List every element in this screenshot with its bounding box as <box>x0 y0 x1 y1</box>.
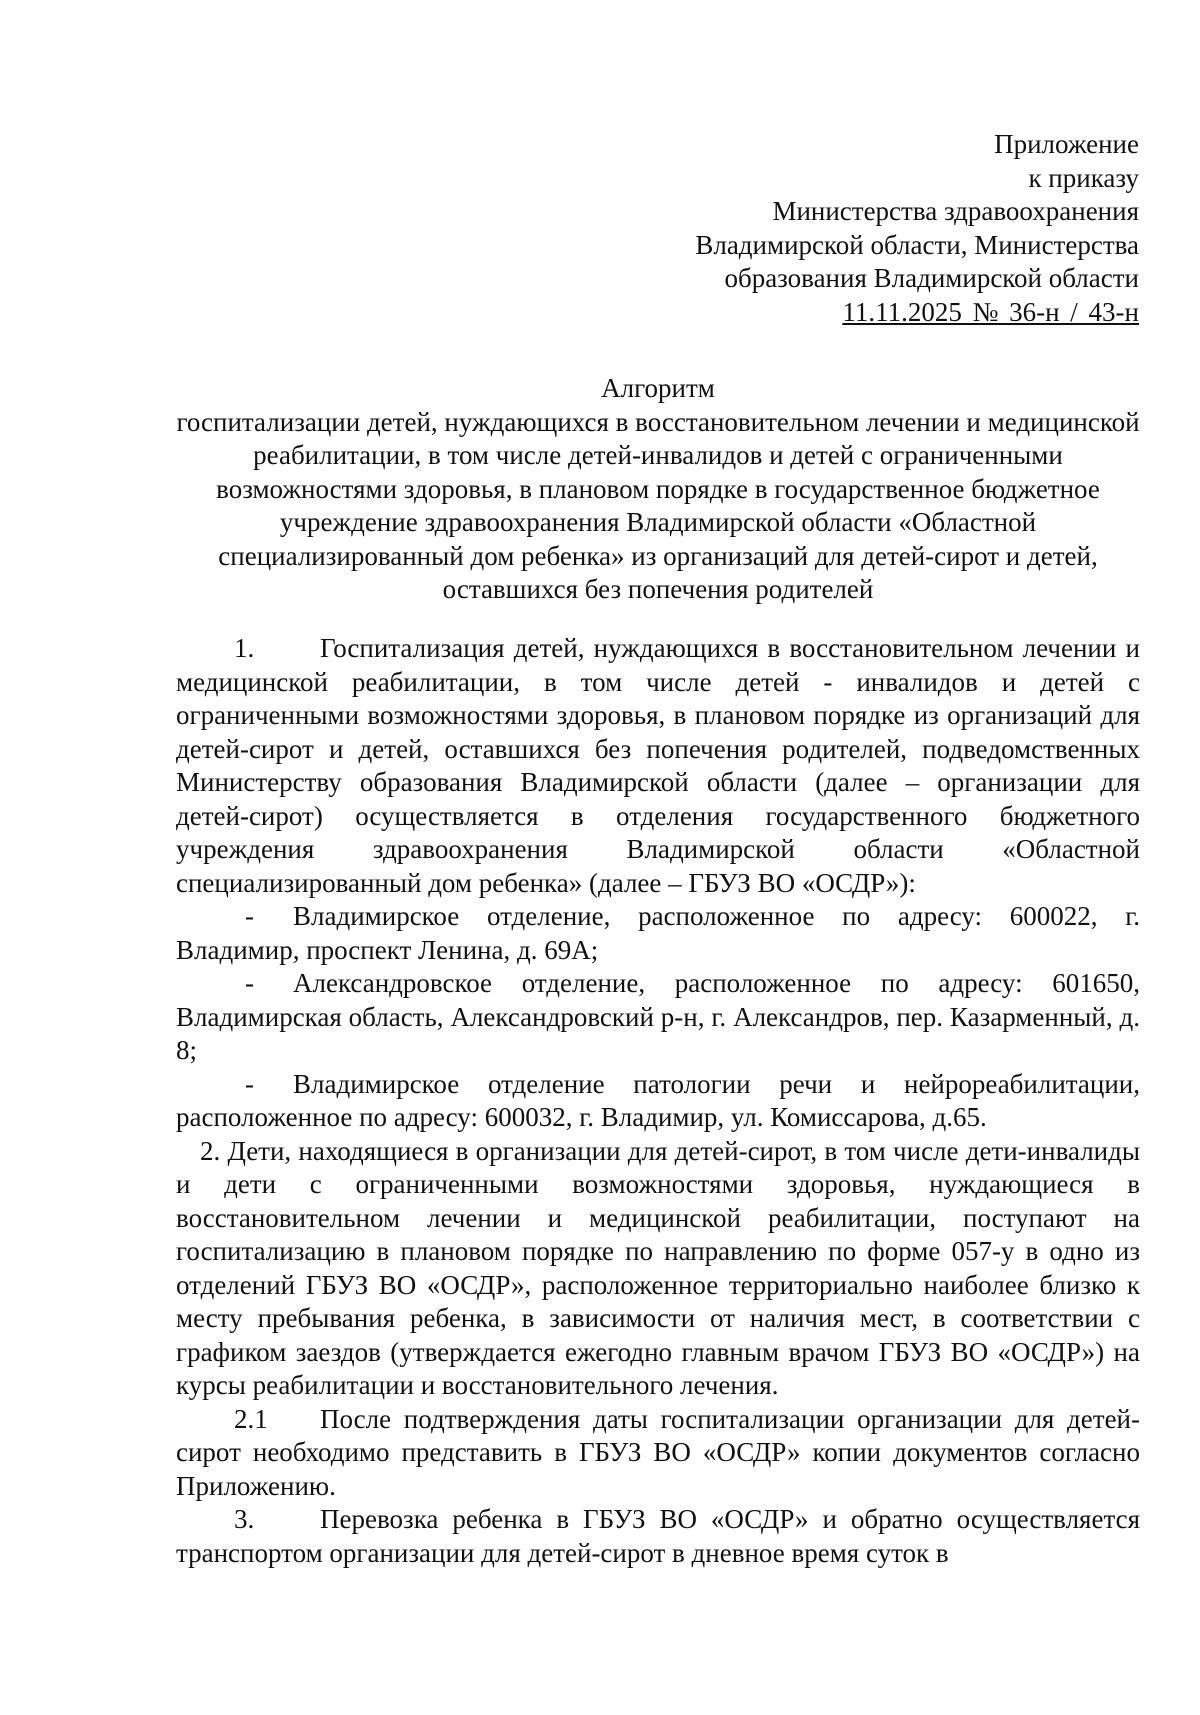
list-item-aleksandrov <box>176 967 1140 1068</box>
document-title <box>176 372 1140 607</box>
paragraph-number: 3. <box>234 1504 255 1534</box>
title-heading: Алгоритм <box>601 373 715 403</box>
ministry-region: Владимирской области, Министерства <box>695 229 1139 260</box>
list-item-text: Александровское отделение, расположенное по адресу: 601650, Владимирская область, Александровский р-н, г. Александров, пер. Казарменный, д. 8; <box>176 968 1140 1065</box>
paragraph-2-1 <box>176 1403 1140 1504</box>
order-reference: к приказу <box>1028 162 1139 193</box>
order-number-date: 11.11.2025 № 36-н / 43-н <box>842 296 1139 327</box>
list-item-speech <box>176 1068 1140 1135</box>
paragraph-number: 1. <box>234 633 255 663</box>
title-text: госпитализации детей, нуждающихся в восстановительном лечении и медицинской реабилитации, в том числе детей-инвалидов и детей с ограниченными возможностями здоровья, в плановом порядке в государственное бюджетное учреждение здравоохранения Владимирской области «Областной специализированный дом ребенка» из организаций для детей-сирот и детей, оставшихся без попечения родителей <box>176 406 1140 604</box>
paragraph-text: После подтверждения даты госпитализации организации для детей-сирот необходимо представить в ГБУЗ ВО «ОСДР» копии документов согласно Приложению. <box>176 1403 1140 1501</box>
list-item-text: Владимирское отделение патологии речи и нейрореабилитации, расположенное по адресу: 600032, г. Владимир, ул. Комиссарова, д.65. <box>176 1068 1140 1132</box>
appendix-header <box>0 128 1139 329</box>
list-item-text: Владимирское отделение, расположенное по адресу: 600022, г. Владимир, проспект Ленина, д. 69А; <box>176 901 1140 965</box>
paragraph-3 <box>176 1503 1140 1570</box>
paragraph-1 <box>176 632 1140 900</box>
list-item-vladimir <box>176 900 1140 967</box>
bullet-dash: - <box>245 1068 254 1099</box>
ministry-health: Министерства здравоохранения <box>772 196 1139 226</box>
ministry-education: образования Владимирской области <box>724 263 1139 293</box>
bullet-dash: - <box>245 968 254 998</box>
document-body <box>176 632 1140 1570</box>
bullet-dash: - <box>245 901 254 931</box>
paragraph-2: 2. Дети, находящиеся в организации для детей-сирот, в том числе дети-инвалиды и дети с ограниченными возможностями здоровья, нуждающиеся в восстановительном лечении и медицинской реабилитации, поступают на госпитализацию в плановом порядке по направлению по форме 057-у в одно из отделений ГБУЗ ВО «ОСДР», расположенное территориально наиболее близко к месту пребывания ребенка, в зависимости от наличия мест, в соответствии с графиком заездов (утверждается ежегодно главным врачом ГБУЗ ВО «ОСДР») на курсы реабилитации и восстановительного лечения. <box>176 1135 1140 1400</box>
paragraph-text: Госпитализация детей, нуждающихся в восстановительном лечении и медицинской реабилитации, в том числе детей - инвалидов и детей с ограниченными возможностями здоровья, в плановом порядке из организаций для детей-сирот и детей, оставшихся без попечения родителей, подведомственных Министерству образования Владимирской области (далее – организации для детей-сирот) осуществляется в отделения государственного бюджетного учреждения здравоохранения Владимирской области «Областной специализированный дом ребенка» (далее – ГБУЗ ВО «ОСДР»): <box>176 633 1140 898</box>
appendix-label: Приложение <box>994 129 1139 159</box>
paragraph-number: 2.1 <box>234 1403 268 1434</box>
paragraph-text: Перевозка ребенка в ГБУЗ ВО «ОСДР» и обратно осуществляется транспортом организации для детей-сирот в дневное время суток в <box>176 1504 1140 1568</box>
